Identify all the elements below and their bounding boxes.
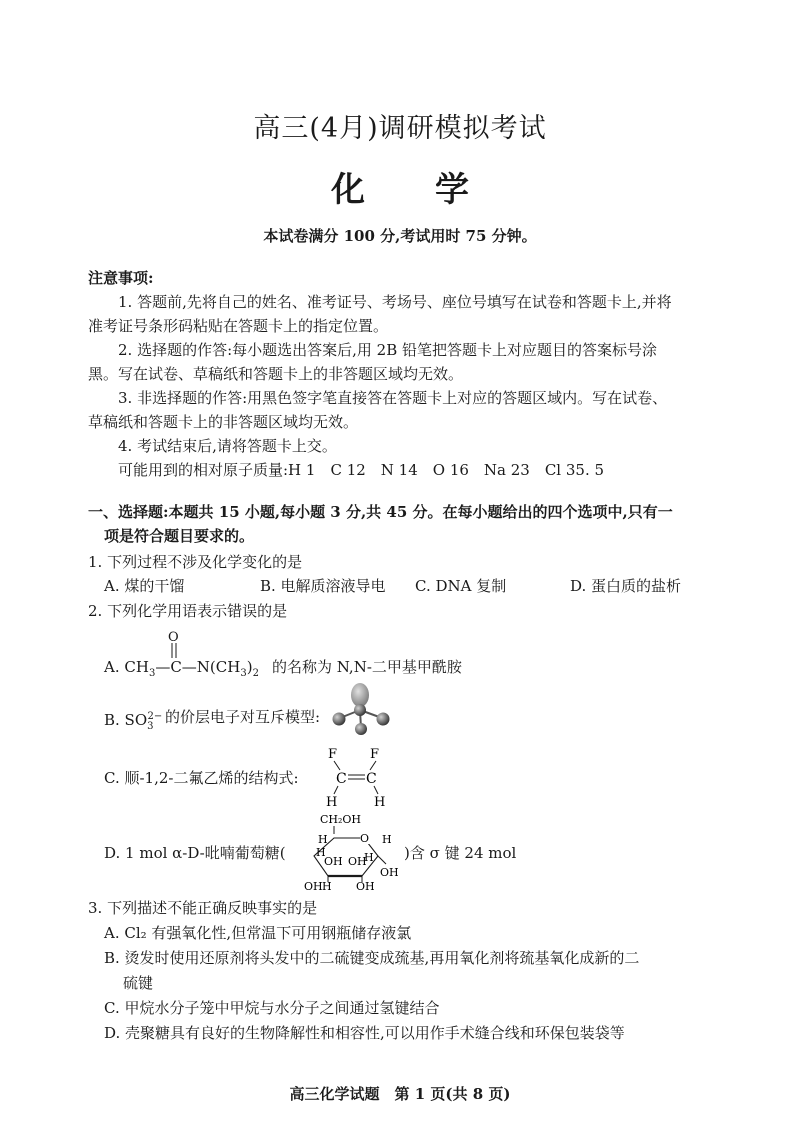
- q2-option-b-formula: B. $SO_3^{2-}$: [104, 711, 163, 732]
- h-atom-c5: H: [318, 833, 328, 846]
- h-atom-c1: H: [382, 833, 392, 846]
- subject-char-1: 化: [331, 170, 365, 210]
- section-1-heading-line-2: 项是符合题目要求的。: [104, 527, 255, 545]
- notice-heading: 注意事项:: [88, 269, 154, 287]
- oh-group-c1: OH: [380, 866, 399, 879]
- q2-stem: 2. 下列化学用语表示错误的是: [88, 602, 288, 620]
- q2-option-b-text: 的价层电子对互斥模型:: [165, 708, 321, 726]
- q3-option-c: C. 甲烷水分子笼中甲烷与水分子之间通过氢键结合: [104, 999, 440, 1017]
- ch2oh-group: CH₂OH: [320, 813, 362, 826]
- c-atom-right: C: [366, 771, 377, 787]
- q3-option-d: D. 壳聚糖具有良好的生物降解性和相容性,可以用作手术缝合线和环保包装袋等: [104, 1024, 625, 1042]
- notice-item-2-line-1: 2. 选择题的作答:每小题选出答案后,用 2B 铅笔把答题卡上对应题目的答案标号涂: [118, 341, 658, 359]
- q1-option-c: C. DNA 复制: [415, 577, 507, 595]
- notice-item-3-line-2: 草稿纸和答题卡上的非答题区域均无效。: [88, 413, 359, 431]
- page-footer: 高三化学试题 第 1 页(共 8 页): [289, 1085, 511, 1103]
- oh-group-c2: OH: [356, 880, 375, 892]
- q2-option-d-text: D. 1 mol α-D-吡喃葡萄糖(: [104, 844, 286, 862]
- vsepr-model-icon: [330, 682, 392, 736]
- q2-option-c-text: C. 顺-1,2-二氟乙烯的结构式:: [104, 769, 299, 787]
- ring-oxygen: O: [360, 832, 370, 845]
- q2-option-a-text: 的名称为 N,N-二甲基甲酰胺: [272, 658, 462, 676]
- subject-title: [0, 162, 800, 211]
- section-1-heading-line-1: 一、选择题:本题共 15 小题,每小题 3 分,共 45 分。在每小题给出的四个选项中,只有一: [88, 503, 673, 521]
- q3-option-b-line-2: 硫键: [123, 974, 154, 992]
- notice-item-2-line-2: 黑。写在试卷、草稿纸和答题卡上的非答题区域均无效。: [88, 365, 464, 383]
- oh-group-c4: OH: [324, 855, 343, 868]
- c-atom-left: C: [336, 771, 347, 787]
- h-atom-right: H: [374, 795, 386, 808]
- notice-item-4: 4. 考试结束后,请将答题卡上交。: [118, 437, 337, 455]
- q2-option-a-oxygen: O: [168, 630, 179, 645]
- h-atom-c2: H: [364, 851, 374, 864]
- notice-item-1-line-1: 1. 答题前,先将自己的姓名、准考证号、考场号、座位号填写在试卷和答题卡上,并将: [118, 293, 672, 311]
- notice-item-1-line-2: 准考证号条形码粘贴在答题卡上的指定位置。: [88, 317, 389, 335]
- h-atom-c4: H: [316, 846, 326, 859]
- q1-option-a: A. 煤的干馏: [104, 577, 185, 595]
- f-atom-right: F: [370, 747, 380, 762]
- subject-char-2: 学: [435, 170, 469, 210]
- h-atom-c3: H: [322, 880, 332, 892]
- q2-option-d-rest: )含 σ 键 24 mol: [404, 844, 517, 862]
- glucopyranose-structure: [300, 810, 404, 892]
- q2-option-a-double-bond: [168, 642, 180, 660]
- q3-stem: 3. 下列描述不能正确反映事实的是: [88, 899, 318, 917]
- q1-option-d: D. 蛋白质的盐析: [570, 577, 682, 595]
- q1-stem: 1. 下列过程不涉及化学变化的是: [88, 553, 303, 571]
- q2-option-a-formula: A. $CH_3—C—N(CH_3)_2$: [104, 658, 259, 679]
- exam-info: 本试卷满分 100 分,考试用时 75 分钟。: [263, 227, 537, 245]
- atomic-masses: 可能用到的相对原子质量:H 1 C 12 N 14 O 16 Na 23 Cl 35. 5: [118, 461, 605, 479]
- cis-difluoroethene-structure: [318, 742, 398, 808]
- oh-group-c4-bottom: OH: [304, 880, 323, 892]
- oh-group-c3: OH: [348, 855, 367, 868]
- notice-item-3-line-1: 3. 非选择题的作答:用黑色签字笔直接答在答题卡上对应的答题区域内。写在试卷、: [118, 389, 668, 407]
- f-atom-left: F: [328, 747, 338, 762]
- q3-option-b-line-1: B. 烫发时使用还原剂将头发中的二硫键变成巯基,再用氧化剂将巯基氧化成新的二: [104, 949, 640, 967]
- q1-option-b: B. 电解质溶液导电: [260, 577, 386, 595]
- exam-title: 高三(4月)调研模拟考试: [253, 113, 547, 144]
- q3-option-a: A. Cl₂ 有强氧化性,但常温下可用钢瓶储存液氯: [104, 924, 412, 942]
- h-atom-left: H: [326, 795, 338, 808]
